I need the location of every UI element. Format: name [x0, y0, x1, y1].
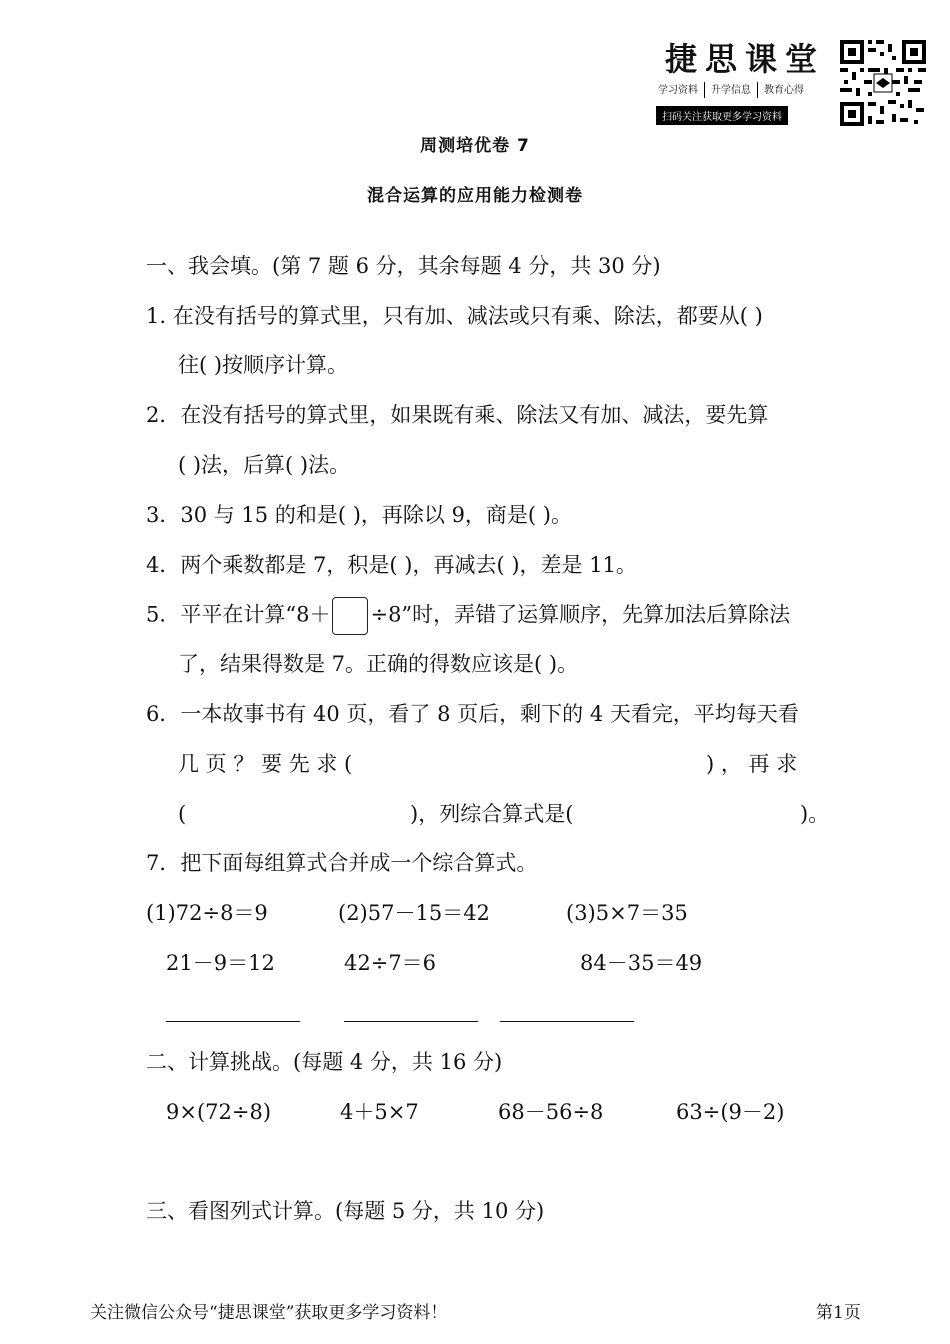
section1-heading: 一、我会填。(第 7 题 6 分，其余每题 4 分，共 30 分) [146, 254, 661, 278]
question-5-line2: 了，结果得数是 7。正确的得数应该是( )。 [178, 652, 579, 676]
question-6-line3-end: )。 [800, 802, 830, 826]
question-6-line3-middle: )，列综合算式是( [410, 802, 574, 826]
page-number: 第1页 [816, 1303, 861, 1323]
question-7: 7．把下面每组算式合并成一个综合算式。 [146, 851, 538, 875]
question-2-line2: ( )法，后算( )法。 [178, 453, 351, 477]
q7-group3-first: (3)5×7＝35 [566, 901, 688, 925]
brand-slogan: 扫码关注获取更多学习资料 [656, 106, 788, 125]
q7-group1-second: 21－9＝12 [166, 951, 275, 975]
question-1-line2: 往( )按顺序计算。 [178, 353, 349, 377]
brand-tag: 升学信息 [711, 85, 751, 96]
question-2-line1: 2．在没有括号的算式里，如果既有乘、除法又有加、减法，要先算 [146, 403, 769, 427]
brand-tag: 学习资料 [658, 85, 698, 96]
question-6-line1: 6．一本故事书有 40 页，看了 8 页后，剩下的 4 天看完，平均每天看 [146, 702, 799, 726]
answer-line[interactable] [166, 1021, 300, 1022]
calc-problem: 63÷(9－2) [676, 1100, 785, 1124]
question-4: 4．两个乘数都是 7，积是( )，再减去( )，差是 11。 [146, 553, 637, 577]
answer-box[interactable] [332, 597, 368, 635]
q7-group2-first: (2)57－15＝42 [338, 901, 490, 925]
question-5-text-before: 5．平平在计算“8＋ [146, 602, 331, 627]
question-5-text-after: ÷8”时，弄错了运算顺序，先算加法后算除法 [370, 602, 791, 627]
question-6-line2-start: 几 页 ？ 要 先 求 ( [178, 752, 353, 776]
qr-code-icon [838, 38, 928, 128]
section3-heading: 三、看图列式计算。(每题 5 分，共 10 分) [146, 1199, 545, 1223]
question-1-line1: 1. 在没有括号的算式里，只有加、减法或只有乘、除法，都要从( ) [146, 304, 763, 328]
question-6-line2-end: ) ， 再 求 [706, 752, 798, 776]
answer-line[interactable] [344, 1021, 478, 1022]
question-5-line1 [146, 597, 790, 635]
footer-note: 关注微信公众号“捷思课堂”获取更多学习资料！ [90, 1303, 448, 1323]
question-3: 3．30 与 15 的和是( )，再除以 9，商是( )。 [146, 503, 572, 527]
section2-heading: 二、计算挑战。(每题 4 分，共 16 分) [146, 1050, 503, 1074]
brand-tag: 教育心得 [764, 85, 804, 96]
q7-group1-first: (1)72÷8＝9 [146, 901, 268, 925]
calc-problem: 4＋5×7 [340, 1100, 419, 1124]
calc-problem: 68－56÷8 [498, 1100, 604, 1124]
paper-title: 周测培优卷 7 [420, 136, 530, 156]
q7-group2-second: 42÷7＝6 [344, 951, 437, 975]
calc-problem: 9×(72÷8) [166, 1100, 272, 1124]
paper-subtitle: 混合运算的应用能力检测卷 [367, 186, 583, 206]
brand-logo-text: 捷思课堂 [665, 40, 826, 78]
question-6-line3-start: ( [178, 802, 187, 826]
answer-line[interactable] [500, 1021, 634, 1022]
q7-group3-second: 84－35＝49 [580, 951, 703, 975]
brand-tags [658, 81, 804, 98]
